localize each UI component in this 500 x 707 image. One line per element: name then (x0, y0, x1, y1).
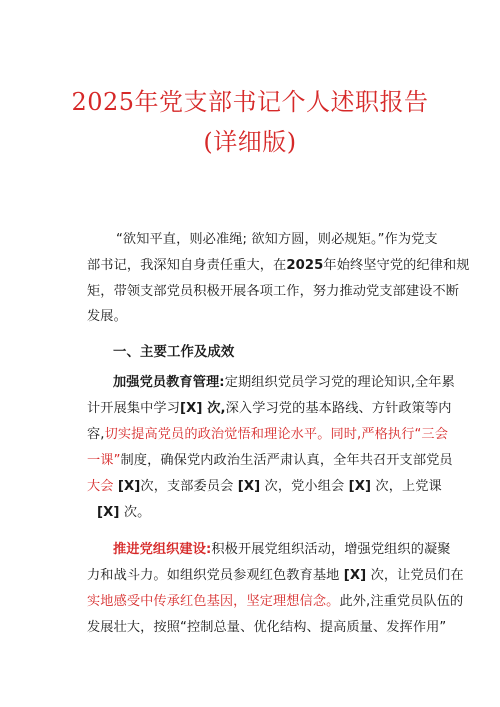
p2-line-2 (0, 566, 500, 586)
p1-lead: 加强党员教育管理: (113, 375, 225, 390)
year-number: 2025 (286, 258, 324, 273)
p1-text: 容, (87, 427, 105, 442)
placeholder-x: [X] (237, 479, 261, 494)
p2-text: 次，让党员们在 (370, 568, 464, 583)
p2-text: 积极开展党组织活动，增强党组织的凝聚 (211, 542, 451, 557)
intro-text: 年始终坚守党的纪律和规 (323, 258, 470, 273)
placeholder-x: [X] 次, (180, 401, 226, 416)
placeholder-x: [X] (97, 505, 120, 520)
intro-text: 发展。 (87, 309, 127, 324)
document-subtitle: (详细版) (203, 128, 297, 156)
document-title: 2025年党支部书记个人述职报告 (71, 88, 429, 116)
p2-line-3 (0, 592, 500, 612)
p1-text: 次。 (123, 505, 151, 520)
p1-red-text: 大会 (87, 479, 114, 494)
intro-text: 部书记，我深知自身责任重大，在 (87, 258, 287, 273)
placeholder-x: [X] (117, 479, 141, 494)
p2-text: 力和战斗力。如组织党员参观红色教育基地 (87, 568, 340, 583)
p1-line-6 (0, 503, 500, 523)
p1-line-1 (0, 373, 500, 393)
p1-text: 次，支部委员会 (140, 479, 234, 494)
p1-line-2 (0, 399, 500, 419)
p1-line-3 (0, 425, 500, 445)
p1-text: 次，上党课 (375, 479, 442, 494)
p1-text: 制度，确保党内政治生活严肃认真，全年共召开支部党员 (120, 453, 453, 468)
p1-text: 深入学习党的基本路线、方针政策等内 (225, 401, 452, 416)
p1-text: 定期组织党员学习党的理论知识,全年累 (224, 375, 455, 390)
intro-line-1 (0, 230, 500, 250)
placeholder-x: [X] (348, 479, 372, 494)
p2-line-1 (0, 540, 500, 560)
intro-line-2 (0, 256, 500, 276)
p2-text: 发展壮大，按照“控制总量、优化结构、提高质量、发挥作用” (87, 620, 447, 635)
section-heading: 一、主要工作及成效 (113, 345, 235, 360)
p1-red-text: 一课” (87, 453, 121, 468)
p2-text: 此外,注重党员队伍的 (339, 594, 464, 609)
intro-text: “欲知平直，则必准绳; 欲知方圆，则必规矩。”作为党支 (116, 232, 438, 247)
intro-line-3 (0, 282, 500, 302)
p1-line-5 (0, 477, 500, 497)
p1-text: 计开展集中学习 (87, 401, 181, 416)
placeholder-x: [X] (343, 568, 367, 583)
intro-line-4 (0, 307, 500, 327)
intro-text: 矩，带领支部党员积极开展各项工作，努力推动党支部建设不断 (87, 284, 460, 299)
p2-red-text: 实地感受中传承红色基因，坚定理想信念。 (87, 594, 340, 609)
p2-line-4 (0, 618, 500, 638)
p1-line-4 (0, 451, 500, 471)
p2-lead: 推进党组织建设: (113, 542, 212, 557)
p1-text: 次，党小组会 (264, 479, 345, 494)
p1-red-text: 切实提高党员的政治觉悟和理论水平。同时,严格执行“三会 (104, 427, 449, 442)
